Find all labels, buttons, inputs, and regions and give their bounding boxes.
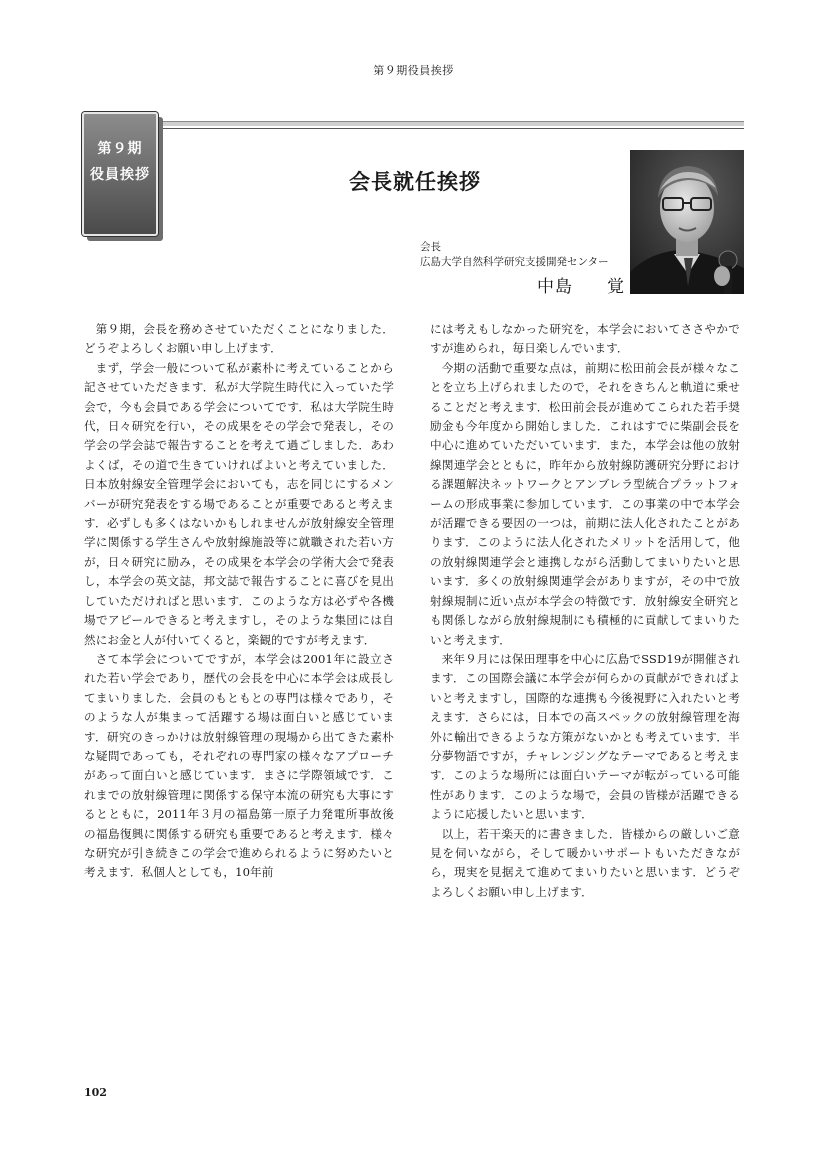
author-role: 会長 xyxy=(420,241,441,253)
author-affiliation: 広島大学自然科学研究支援開発センター xyxy=(420,256,609,268)
running-header: 第９期役員挨拶 xyxy=(373,64,454,77)
badge-label: 役員挨拶 xyxy=(90,167,150,183)
author-block xyxy=(420,240,609,270)
header-rule xyxy=(158,121,744,126)
section-badge xyxy=(82,112,158,236)
header-rule-thin xyxy=(158,128,744,129)
author-photo xyxy=(630,150,744,294)
page-number: 102 xyxy=(84,1086,107,1099)
portrait-image xyxy=(630,150,744,294)
article-title: 会長就任挨拶 xyxy=(349,169,481,194)
paragraph: 第９期，会長を務めさせていただくことになりました．どうぞよろしくお願い申し上げます． xyxy=(84,322,394,356)
paragraph: 来年９月には保田理事を中心に広島でSSD19が開催されます．この国際会議に本学会が何らかの貢献ができればよいと考えますし，国際的な連携も今後視野に入れたいと考えます．さらには，日本での高スペックの放射線管理を海外に輸出できるような方策がないかとも考えています．半分夢物語ですが，チャレンジングなテーマであると考えます．このような場所には面白いテーマが転がっている可能性があります．このような場で，会員の皆様が活躍できるように応援したいと思います． xyxy=(430,651,740,822)
author-given-name: 覚 xyxy=(607,277,625,297)
left-column xyxy=(84,320,394,883)
badge-term: 第９期 xyxy=(97,141,143,157)
author-family-name: 中島 xyxy=(537,277,573,297)
paragraph: 以上，若干楽天的に書きました．皆様からの厳しいご意見を伺いながら，そして暖かいサポートもいただきながら，現実を見据えて進めてまいりたいと思います．どうぞよろしくお願い申し上げます． xyxy=(430,826,740,899)
paragraph: には考えもしなかった研究を，本学会においてささやかですが進められ，毎日楽しんでいます． xyxy=(430,322,740,356)
paragraph: まず，学会一般について私が素朴に考えていることから記させていただきます．私が大学院生時代に入っていた学会で，今も会員である学会についてです．私は大学院生時代，日々研究を行い，その成果をその学会で発表し，その学会の学会誌で報告することを考えて過ごしました．あわよくば，その道で生きていければよいと考えていました．日本放射線安全管理学会においても，志を同じにするメンバーが研究発表をする場であることが重要であると考えます．必ずしも多くはないかもしれませんが放射線安全管理学に関係する学生さんや放射線施設等に就職された若い方が，日々研究に励み，その成果を本学会の学術大会で発表し，本学会の英文誌，邦文誌で報告することに喜びを見出していただければと思います．このような方は必ずや各機場でアピールできると考えますし，そのような集団には自然にお金と人が付いてくると，楽観的ですが考えます． xyxy=(84,360,394,647)
paragraph: さて本学会についてですが，本学会は2001年に設立された若い学会であり，歴代の会長を中心に本学会は成長してまいりました．会員のもともとの専門は様々であり，そのような人が集まって活躍する場は面白いと感じています．研究のきっかけは放射線管理の現場から出てきた素朴な疑問であっても，それぞれの専門家の様々なアプローチがあって面白いと感じています．まさに学際領域です．これまでの放射線管理に関係する保守本流の研究も大事にするとともに，2011年３月の福島第一原子力発電所事故後の福島復興に関係する研究も重要であると考えます．様々な研究が引き続きこの学会で進められるように努めたいと考えます．私個人としても，10年前 xyxy=(84,651,394,880)
paragraph: 今期の活動で重要な点は，前期に松田前会長が様々なことを立ち上げられましたので，それをきちんと軌道に乗せることだと考えます．松田前会長が進めてこられた若手奨励金も今年度から開始しました．これはすでに柴副会長を中心に進めていただいています．また，本学会は他の放射線関連学会とともに，昨年から放射線防護研究分野における課題解決ネットワークとアンブレラ型統合プラットフォームの形成事業に参加しています．この事業の中で本学会が活躍できる要因の一つは，前期に法人化されたことがあります．このように法人化されたメリットを活用して，他の放射線関連学会と連携しながら活動してまいりたいと思います．多くの放射線関連学会がありますが，その中で放射線規制に近い点が本学会の特徴です．放射線安全研究とも関係しながら放射線規制にも積極的に貢献してまいりたいと考えます． xyxy=(430,360,740,647)
right-column xyxy=(430,320,740,902)
author-name xyxy=(537,272,625,297)
